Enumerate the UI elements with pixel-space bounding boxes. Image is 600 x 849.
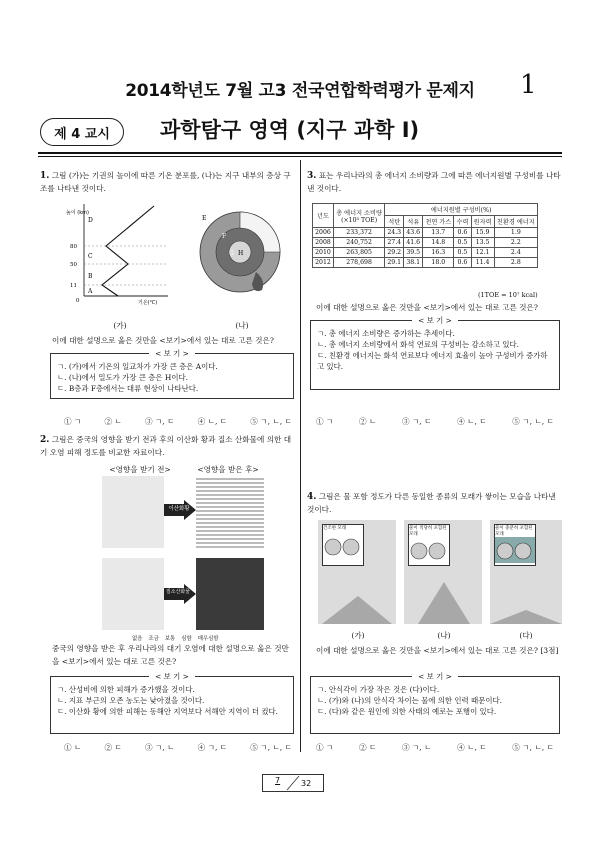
q1-number: 1. <box>40 171 50 181</box>
label-after: <영향을 받은 후> <box>197 465 259 474</box>
table-note: (1TOE = 10⁷ kcal) <box>478 291 538 299</box>
graph-xlabel: 기온(℃) <box>138 300 158 306</box>
earth-interior-diagram <box>196 202 286 302</box>
th-total: 총 에너지 소비량 (×10³ TOE) <box>333 204 384 228</box>
choice-1[interactable]: ① ㄴ <box>64 743 82 752</box>
choice-4[interactable]: ④ ㄱ, ㄷ <box>197 743 228 752</box>
choice-1[interactable]: ① ㄱ <box>316 417 334 426</box>
layer-c: C <box>88 253 93 260</box>
page-number: 1 <box>520 70 537 100</box>
map-nox-before <box>102 558 164 630</box>
legend-none: 없음 <box>132 636 143 642</box>
atmosphere-temperature-graph <box>62 200 172 312</box>
q3-bogi-box <box>310 316 560 390</box>
table-row: 2010 263,805 29.2 39.5 16.3 0.5 12.1 2.4 <box>313 248 538 258</box>
graph-ylabel: 높이 (km) <box>66 210 89 216</box>
choice-3[interactable]: ③ ㄱ, ㄴ <box>144 743 175 752</box>
layer-b: B <box>88 273 93 280</box>
q2-question: 중국의 영향을 받은 후 우리나라의 대기 오염에 대한 설명으로 옳은 것만을 <보기>에서 있는 대로 고른 것은? <box>52 644 289 666</box>
q1-stem <box>40 170 292 195</box>
choice-4[interactable]: ④ ㄴ, ㄷ <box>197 417 228 426</box>
q3-item-1: ㄱ. 총 에너지 소비량은 증가하는 추세이다. <box>317 329 455 338</box>
choice-1[interactable]: ① ㄱ <box>316 743 334 752</box>
th-eco: 친환경 에너지 <box>494 216 537 228</box>
q3-choices <box>316 416 554 427</box>
q4-bogi-box <box>310 672 560 734</box>
th-coal: 석탄 <box>385 216 404 228</box>
q4-caption-b: (나) <box>437 631 451 640</box>
inset-a: 건조한 모래 <box>322 524 364 566</box>
page-current: 7 <box>275 776 281 785</box>
choice-5[interactable]: ⑤ ㄱ, ㄴ, ㄷ <box>250 417 292 426</box>
map-legend <box>132 634 282 642</box>
table-row: 2012 278,698 29.1 38.1 18.0 0.6 11.4 2.8 <box>313 258 538 268</box>
session-label: 제 4 교시 <box>40 118 124 146</box>
bogi-title: < 보 기 > <box>412 316 458 325</box>
q2-text: 그림은 중국의 영향을 받기 전과 후의 이산화 황과 질소 산화물에 의한 대기 오염 피해 정도를 비교한 자료이다. <box>40 435 292 457</box>
layer-h: H <box>238 250 244 257</box>
q2-choices <box>64 742 292 753</box>
q2-item-2: ㄴ. 지표 부근의 오존 농도는 낮아졌을 것이다. <box>57 696 205 705</box>
bogi-title: < 보 기 > <box>149 672 195 681</box>
table-row: 2006 233,372 24.3 43.6 13.7 0.6 15.9 1.9 <box>313 228 538 238</box>
choice-3[interactable]: ③ ㄱ, ㄴ <box>401 743 432 752</box>
q2-bogi-box <box>50 672 294 734</box>
column-divider <box>300 160 301 752</box>
choice-3[interactable]: ③ ㄱ, ㄷ <box>144 417 175 426</box>
q1-caption-a: (가) <box>113 321 127 330</box>
th-nuclear: 원자력 <box>471 216 494 228</box>
legend-little: 조금 <box>148 636 159 642</box>
q3-number: 3. <box>307 171 317 181</box>
subject-title: 과학탐구 영역 (지구 과학 Ⅰ) <box>160 118 420 142</box>
label-before: <영향을 받기 전> <box>109 465 171 474</box>
q4-caption-c: (다) <box>519 631 533 640</box>
tick-0: 0 <box>76 298 80 304</box>
q4-item-3: ㄷ. (다)와 같은 원인에 의한 사태의 예로는 포행이 있다. <box>317 707 497 716</box>
tick-80: 80 <box>70 244 77 250</box>
q3-item-3: ㄷ. 친환경 에너지는 화석 연료보다 에너지 효율이 높아 구성비가 증가하고 있다. <box>317 351 548 371</box>
choice-5[interactable]: ⑤ ㄱ, ㄴ, ㄷ <box>512 743 554 752</box>
th-year: 년도 <box>313 204 334 228</box>
page-total: 32 <box>301 779 312 788</box>
legend-normal: 보통 <box>164 636 176 642</box>
q4-number: 4. <box>307 492 317 502</box>
q3-question: 이에 대한 설명으로 옳은 것만을 <보기>에서 있는 대로 고른 것은? <box>316 303 538 312</box>
tick-50: 50 <box>70 262 77 268</box>
q1-item-2: ㄴ. (나)에서 밀도가 가장 큰 층은 H이다. <box>57 373 188 382</box>
choice-5[interactable]: ⑤ ㄱ, ㄴ, ㄷ <box>250 743 292 752</box>
q4-item-2: ㄴ. (가)와 (나)의 안식각 차이는 물에 의한 인력 때문이다. <box>317 696 502 705</box>
q1-question: 이에 대한 설명으로 옳은 것만을 <보기>에서 있는 대로 고른 것은? <box>52 336 274 345</box>
th-group: 에너지원별 구성비(%) <box>385 204 538 216</box>
map-so2-before <box>102 476 164 548</box>
choice-2[interactable]: ② ㄷ <box>358 743 377 752</box>
map-so2-after <box>196 476 264 548</box>
layer-e: E <box>202 215 207 222</box>
sand-panel-a <box>318 520 396 624</box>
q3-stem <box>307 170 561 195</box>
choice-2[interactable]: ② ㄴ <box>104 417 122 426</box>
exam-title: 2014학년도 7월 고3 전국연합학력평가 문제지 <box>125 81 475 101</box>
q4-item-1: ㄱ. 안식각이 가장 작은 것은 (다)이다. <box>317 685 440 694</box>
layer-f: F <box>222 233 227 240</box>
q1-bogi-box <box>50 349 294 399</box>
header-rule-thin <box>38 156 562 157</box>
arrow-so2-label: 이산화황 <box>168 506 190 512</box>
legend-severe: 심함 <box>181 636 192 642</box>
layer-a: A <box>88 288 93 295</box>
q1-caption-b: (나) <box>235 321 249 330</box>
q4-question: 이에 대한 설명으로 옳은 것만을 <보기>에서 있는 대로 고른 것은? [3점] <box>316 646 559 655</box>
q4-text: 그림은 물 포함 정도가 다른 동일한 종류의 모래가 쌓이는 모습을 나타낸 것이다. <box>307 492 556 514</box>
page-indicator <box>262 774 324 792</box>
bogi-title: < 보 기 > <box>412 672 458 681</box>
choice-4[interactable]: ④ ㄴ, ㄷ <box>457 743 487 752</box>
q3-item-2: ㄴ. 총 에너지 소비량에서 화석 연료의 구성비는 감소하고 있다. <box>317 340 519 349</box>
choice-2[interactable]: ② ㄷ <box>104 743 122 752</box>
choice-4[interactable]: ④ ㄴ, ㄷ <box>457 417 487 426</box>
sand-panel-c <box>490 520 562 624</box>
q2-item-3: ㄷ. 이산화 황에 의한 피해는 동해안 지역보다 서해안 지역이 더 컸다. <box>57 707 278 716</box>
inset-b: 물이 적당히 포함된 모래 <box>408 524 450 566</box>
q2-item-1: ㄱ. 산성비에 의한 피해가 증가했을 것이다. <box>57 685 195 694</box>
q3-text: 표는 우리나라의 총 에너지 소비량과 그에 따른 에너지원별 구성비를 나타낸 것이다. <box>307 171 561 193</box>
tick-11: 11 <box>70 283 77 289</box>
choice-2[interactable]: ② ㄴ <box>358 417 377 426</box>
q4-choices <box>316 742 554 753</box>
q4-caption-a: (가) <box>351 631 365 640</box>
layer-g: G <box>229 250 234 257</box>
q1-text: 그림 (가)는 기권의 높이에 따른 기온 분포를, (나)는 지구 내부의 층상 구조를 나타낸 것이다. <box>40 171 291 193</box>
layer-d: D <box>88 217 93 224</box>
q2-stem <box>40 434 292 459</box>
sand-panel-b <box>404 520 482 624</box>
legend-very-severe: 매우심함 <box>197 636 219 642</box>
map-nox-after <box>196 558 264 630</box>
q2-number: 2. <box>40 435 50 445</box>
q1-item-1: ㄱ. (가)에서 기온의 일교차가 가장 큰 층은 A이다. <box>57 362 218 371</box>
choice-5[interactable]: ⑤ ㄱ, ㄴ, ㄷ <box>512 417 554 426</box>
header-rule <box>38 152 562 154</box>
choice-3[interactable]: ③ ㄱ, ㄷ <box>401 417 432 426</box>
bogi-title: < 보 기 > <box>149 349 195 358</box>
q4-stem <box>307 491 561 516</box>
q1-choices <box>64 416 292 427</box>
choice-1[interactable]: ① ㄱ <box>64 417 82 426</box>
th-hydro: 수력 <box>454 216 471 228</box>
q1-item-3: ㄷ. B층과 F층에서는 대류 현상이 나타난다. <box>57 384 199 393</box>
table-row: 2008 240,752 27.4 41.6 14.8 0.5 13.5 2.2 <box>313 238 538 248</box>
arrow-nox-label: 질소산화물 <box>165 589 191 595</box>
th-oil: 석유 <box>404 216 423 228</box>
inset-c: 물이 충분히 포함된 모래 <box>494 524 536 566</box>
energy-table <box>312 203 538 268</box>
th-gas: 천연 가스 <box>423 216 454 228</box>
